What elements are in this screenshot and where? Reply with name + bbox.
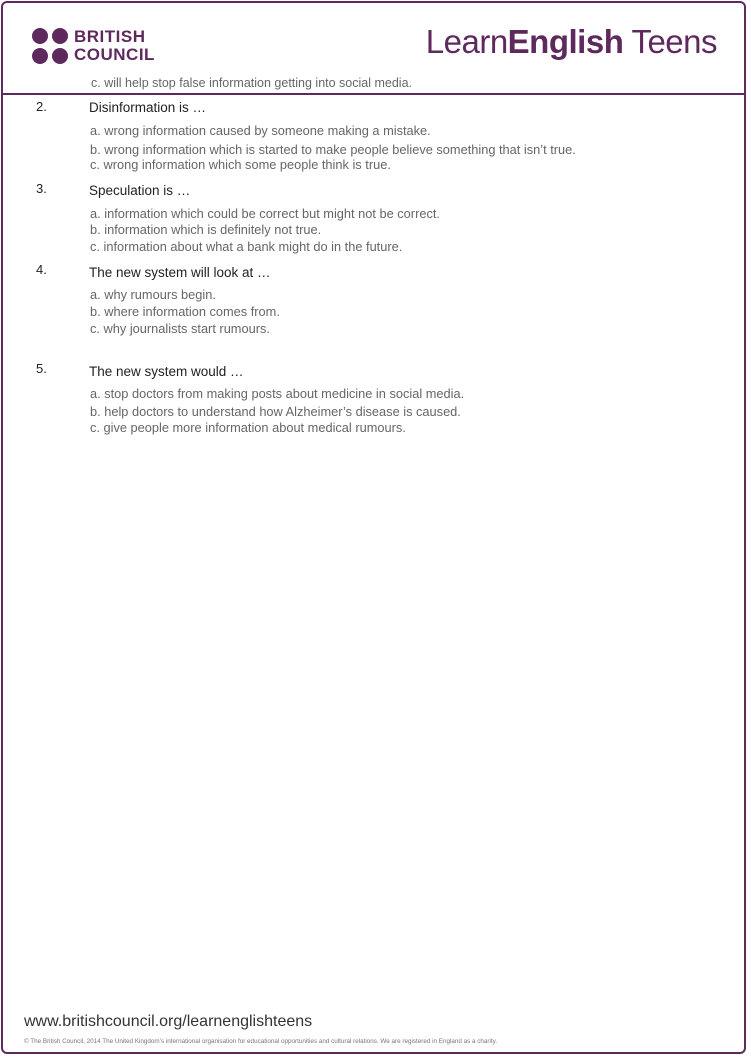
question-stem: The new system would … bbox=[89, 364, 244, 379]
previous-question-option: c. will help stop false information getting into social media. bbox=[91, 76, 412, 90]
site-name-light: Learn bbox=[425, 23, 508, 60]
question-stem: The new system will look at … bbox=[89, 265, 271, 280]
question-stem: Speculation is … bbox=[89, 183, 191, 198]
brand-line-1: BRITISH bbox=[74, 26, 146, 46]
option-b: b. wrong information which is started to make people believe something that isn’t true. bbox=[90, 142, 576, 157]
option-c: c. give people more information about medical rumours. bbox=[90, 420, 406, 435]
learnenglish-teens-logo bbox=[426, 23, 717, 61]
page-header bbox=[3, 3, 744, 95]
option-a: a. why rumours begin. bbox=[90, 287, 216, 302]
logo-dots-icon bbox=[32, 28, 69, 65]
site-name-bold: English bbox=[507, 23, 624, 60]
footer-url: www.britishcouncil.org/learnenglishteens bbox=[24, 1013, 313, 1030]
question-number: 5. bbox=[36, 361, 47, 376]
option-b: b. help doctors to understand how Alzheimer’s disease is caused. bbox=[90, 404, 461, 419]
worksheet-page bbox=[1, 1, 746, 1054]
british-council-logo bbox=[32, 28, 155, 65]
question-number: 2. bbox=[36, 99, 47, 114]
brand-line-2: COUNCIL bbox=[74, 44, 155, 64]
option-c: c. why journalists start rumours. bbox=[90, 321, 270, 336]
option-a: a. wrong information caused by someone making a mistake. bbox=[90, 123, 431, 138]
site-name-end: Teens bbox=[631, 23, 717, 60]
option-b: b. information which is definitely not true. bbox=[90, 222, 322, 237]
question-number: 3. bbox=[36, 181, 47, 196]
footer-copyright: © The British Council, 2014 The United Kingdom’s international organisation for educational opportunities and cultural relations. We are registered in England as a charity. bbox=[24, 1038, 498, 1045]
option-c: c. information about what a bank might do in the future. bbox=[90, 239, 403, 254]
question-stem: Disinformation is … bbox=[89, 100, 207, 115]
option-a: a. stop doctors from making posts about medicine in social media. bbox=[90, 386, 465, 401]
question-number: 4. bbox=[36, 262, 47, 277]
option-c: c. wrong information which some people think is true. bbox=[90, 157, 391, 172]
option-a: a. information which could be correct but might not be correct. bbox=[90, 206, 440, 221]
option-b: b. where information comes from. bbox=[90, 304, 280, 319]
